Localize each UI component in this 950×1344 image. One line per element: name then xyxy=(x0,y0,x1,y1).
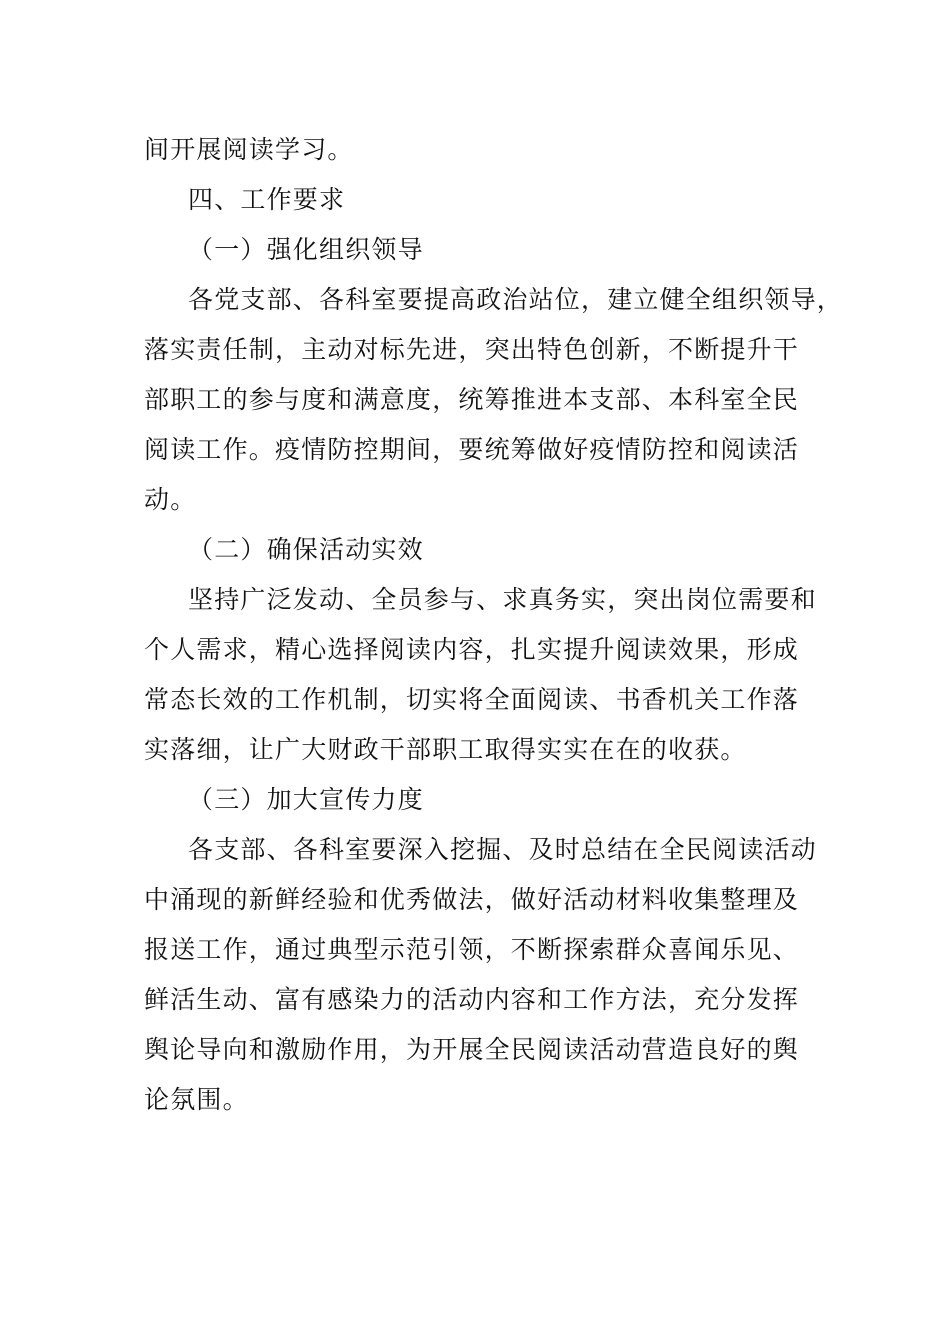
paragraph-line: 常态长效的工作机制，切实将全面阅读、书香机关工作落 xyxy=(144,685,800,714)
paragraph-line: 各支部、各科室要深入挖掘、及时总结在全民阅读活动 xyxy=(188,835,817,864)
paragraph-line: 论氛围。 xyxy=(144,1085,249,1114)
subsection-heading: （二）确保活动实效 xyxy=(188,535,424,564)
subsection-heading: （三）加大宣传力度 xyxy=(188,785,424,814)
paragraph-line: 坚持广泛发动、全员参与、求真务实，突出岗位需要和 xyxy=(188,585,817,614)
paragraph-line: 鲜活生动、富有感染力的活动内容和工作方法，充分发挥 xyxy=(144,985,800,1014)
paragraph-line: 实落细，让广大财政干部职工取得实实在在的收获。 xyxy=(144,735,747,764)
body-text-line: 间开展阅读学习。 xyxy=(144,135,354,164)
paragraph-line: 部职工的参与度和满意度，统筹推进本支部、本科室全民 xyxy=(144,385,800,414)
paragraph-line: 舆论导向和激励作用，为开展全民阅读活动营造良好的舆 xyxy=(144,1035,800,1064)
paragraph-line: 中涌现的新鲜经验和优秀做法，做好活动材料收集整理及 xyxy=(144,885,800,914)
paragraph-line: 落实责任制，主动对标先进，突出特色创新，不断提升干 xyxy=(144,335,800,364)
paragraph-line: 各党支部、各科室要提高政治站位，建立健全组织领导， xyxy=(188,285,844,314)
subsection-heading: （一）强化组织领导 xyxy=(188,235,424,264)
paragraph-line: 阅读工作。疫情防控期间，要统筹做好疫情防控和阅读活 xyxy=(144,435,800,464)
section-heading: 四、工作要求 xyxy=(188,185,346,214)
paragraph-line: 动。 xyxy=(144,485,197,514)
paragraph-line: 个人需求，精心选择阅读内容，扎实提升阅读效果，形成 xyxy=(144,635,800,664)
paragraph-line: 报送工作，通过典型示范引领，不断探索群众喜闻乐见、 xyxy=(144,935,800,964)
